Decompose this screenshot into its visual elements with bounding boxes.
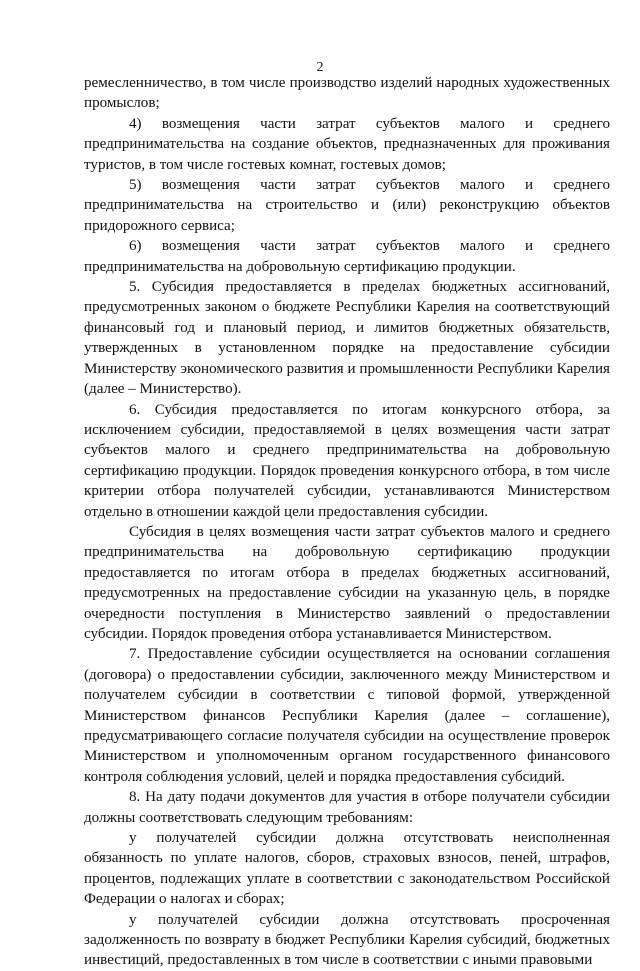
list-item-6: 6) возмещения части затрат субъектов малого и среднего предпринимательства на добровольную сертификацию продукции. — [84, 238, 610, 275]
page-number: 2 — [316, 60, 324, 75]
requirement-debt: у получателей субсидии должна отсутствовать просроченная задолженность по возврату в бюджет Республики Карелия субсидий, бюджетных инвестиций, предоставленных в том числе в соответствии с иными правовыми — [84, 911, 610, 969]
list-item-5: 5) возмещения части затрат субъектов малого и среднего предпринимательства на строительство и (или) реконструкцию объектов придорожного сервиса; — [84, 177, 610, 234]
list-item-4: 4) возмещения части затрат субъектов малого и среднего предпринимательства на создание объектов, предназначенных для проживания туристов, в том числе гостевых комнат, гостевых домов; — [84, 115, 610, 173]
clause-7: 7. Предоставление субсидии осуществляется на основании соглашения (договора) о предоставлении субсидии, заключенного между Министерством и получателем субсидии в соответствии с типовой формой, утвержденной Министерством финансов Республики Карелия (далее – соглашение), предусматривающего согласие получателя субсидии на осуществление проверок Министерством и уполномоченным органом государственного финансового контроля соблюдения условий, целей и порядка предоставления субсидий. — [84, 646, 610, 785]
clause-6-subparagraph: Субсидия в целях возмещения части затрат субъектов малого и среднего предпринимательства на добровольную сертификацию продукции предоставляется по итогам отбора в пределах бюджетных ассигнований, предусмотренных на предоставление субсидии на указанную цель, в порядке очередности поступления в Министерство заявлений о предоставлении субсидии. Порядок проведения отбора устанавливается Министерством. — [84, 523, 610, 642]
clause-8: 8. На дату подачи документов для участия в отборе получатели субсидии должны соответствовать следующим требованиям: — [84, 789, 610, 826]
document-body — [84, 73, 610, 971]
document-page — [84, 60, 610, 971]
paragraph-continuation: ремесленничество, в том числе производство изделий народных художественных промыслов; — [84, 75, 610, 112]
clause-5: 5. Субсидия предоставляется в пределах бюджетных ассигнований, предусмотренных законом о бюджете Республики Карелия на соответствующий финансовый год и плановый период, и лимитов бюджетных обязательств, утвержденных в установленном порядке на предоставление субсидии Министерству экономического развития и промышленности Республики Карелия (далее – Министерство). — [84, 279, 610, 398]
clause-6: 6. Субсидия предоставляется по итогам конкурсного отбора, за исключением субсидии, предоставляемой в целях возмещения части затрат субъектов малого и среднего предпринимательства на добровольную сертификацию продукции. Порядок проведения конкурсного отбора, в том числе критерии отбора получателей субсидии, устанавливаются Министерством отдельно в отношении каждой цели предоставления субсидии. — [84, 401, 610, 520]
requirement-taxes: у получателей субсидии должна отсутствовать неисполненная обязанность по уплате налогов, сборов, страховых взносов, пеней, штрафов, процентов, подлежащих уплате в соответствии с законодательством Российской Федерации о налогах и сборах; — [84, 830, 610, 908]
